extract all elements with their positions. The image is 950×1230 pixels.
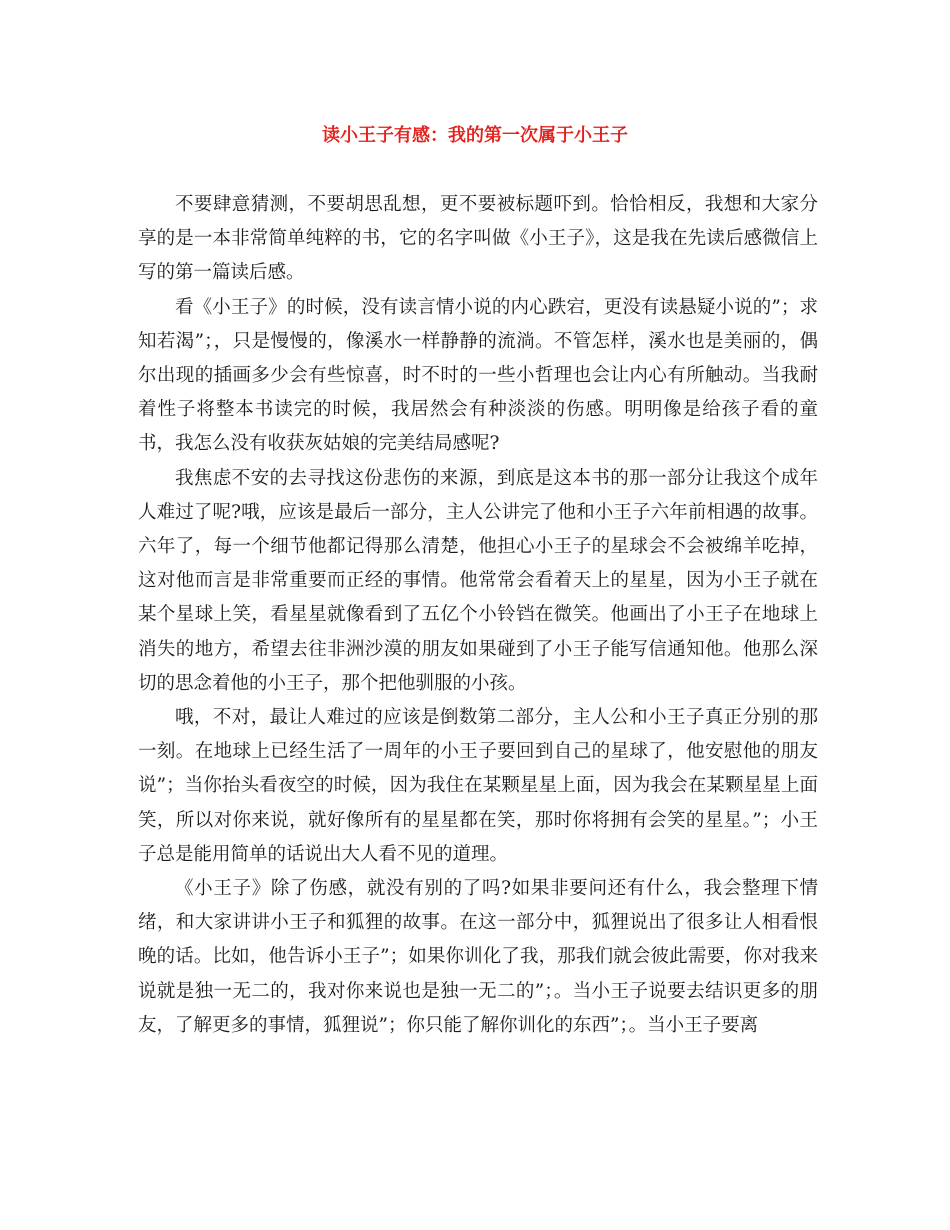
paragraph: 哦，不对，最让人难过的应该是倒数第二部分，主人公和小王子真正分别的那一刻。在地球上已经生活了一周年的小王子要回到自己的星球了，他安慰他的朋友说”；当你抬头看夜空的时候，因为我住在某颗星星上面，因为我会在某颗星星上面笑，所以对你来说，就好像所有的星星都在笑，那时你将拥有会笑的星星。”；小王子总是能用简单的话说出大人看不见的道理。 — [138, 707, 818, 865]
paragraph: 看《小王子》的时候，没有读言情小说的内心跌宕，更没有读悬疑小说的”；求知若渴”；，只是慢慢的，像溪水一样静静的流淌。不管怎样，溪水也是美丽的，偶尔出现的插画多少会有些惊喜，时不时的一些小哲理也会让内心有所触动。当我耐着性子将整本书读完的时候，我居然会有种淡淡的伤感。明明像是给孩子看的童书，我怎么没有收获灰姑娘的完美结局感呢? — [138, 296, 818, 455]
paragraph: 《小王子》除了伤感，就没有别的了吗?如果非要问还有什么，我会整理下情绪，和大家讲讲小王子和狐狸的故事。在这一部分中，狐狸说出了很多让人相看恨晚的话。比如，他告诉小王子”；如果你训化了我，那我们就会彼此需要，你对我来说就是独一无二的，我对你来说也是独一无二的”；。当小王子说要去结识更多的朋友，了解更多的事情，狐狸说”；你只能了解你训化的东西”；。当小王子要离 — [138, 878, 818, 1036]
paragraph: 我焦虑不安的去寻找这份悲伤的来源，到底是这本书的那一部分让我这个成年人难过了呢?哦，应该是最后一部分，主人公讲完了他和小王子六年前相遇的故事。六年了，每一个细节他都记得那么清楚，他担心小王子的星球会不会被绵羊吃掉，这对他而言是非常重要而正经的事情。他常常会看着天上的星星，因为小王子就在某个星球上笑，看星星就像看到了五亿个小铃铛在微笑。他画出了小王子在地球上消失的地方，希望去往非洲沙漠的朋友如果碰到了小王子能写信通知他。他那么深切的思念着他的小王子，那个把他驯服的小孩。 — [138, 467, 818, 694]
document-title: 读小王子有感：我的第一次属于小王子 — [322, 125, 628, 146]
document-body — [138, 188, 818, 1043]
paragraph: 不要肆意猜测，不要胡思乱想，更不要被标题吓到。恰恰相反，我想和大家分享的是一本非常简单纯粹的书，它的名字叫做《小王子》，这是我在先读后感微信上写的第一篇读后感。 — [138, 194, 818, 284]
